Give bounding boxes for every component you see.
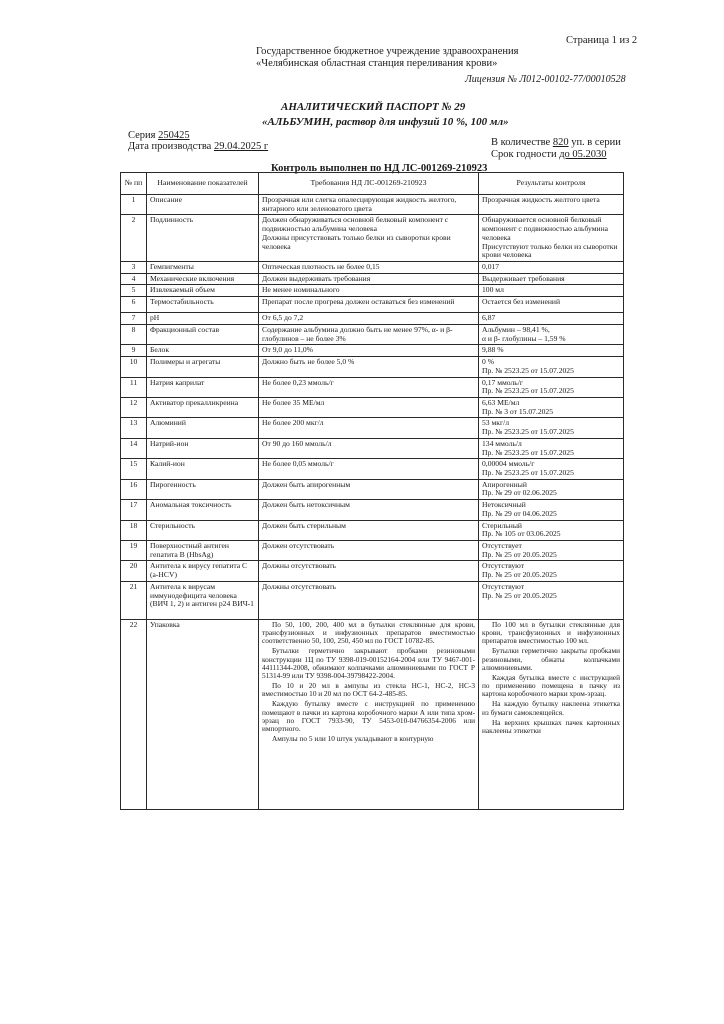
row-name: Натрий-ион xyxy=(147,438,259,458)
row-num: 5 xyxy=(121,285,147,297)
license-number: Лицензия № Л012-00102-77/00010528 xyxy=(465,74,626,85)
table-row xyxy=(121,500,624,520)
table-row xyxy=(121,262,624,274)
row-requirement: Должен отсутствовать xyxy=(259,541,479,561)
table-row xyxy=(121,520,624,540)
row-result: Обнаруживается основной белковый компонент с подвижностью альбумина человека Присутствуют только белки из сыворотки крови человека xyxy=(479,215,624,262)
quantity-unit: уп. в серии xyxy=(571,137,621,148)
packaging-paragraph: Бутылки герметично закрыты пробками резиновыми, обжаты колпачками алюминиевыми. xyxy=(482,646,620,672)
packaging-paragraph: По 10 и 20 мл в ампулы из стекла НС-1, НС-2, НС-3 вместимостью 10 и 20 мл по ОСТ 64-2-485-85. xyxy=(262,681,475,699)
packaging-requirements xyxy=(259,619,479,809)
header-results: Результаты контроля xyxy=(479,173,624,195)
row-requirement: От 90 до 160 ммоль/л xyxy=(259,438,479,458)
row-result: 100 мл xyxy=(479,285,624,297)
row-result: 6,63 МЕ/мл Пр. № 3 от 15.07.2025 xyxy=(479,397,624,417)
row-requirement: Не более 200 мкг/л xyxy=(259,418,479,438)
packaging-paragraph: По 50, 100, 200, 400 мл в бутылки стеклянные для крови, трансфузионных и инфузионных препаратов вместимостью соответственно 50, 100, 250, 450 мл по ГОСТ 10782-85. xyxy=(262,619,475,646)
production-date-label: Дата производства xyxy=(128,141,212,152)
org-name-line1: Государственное бюджетное учреждение здравоохранения xyxy=(256,46,519,57)
row-name: Активатор прекалликреина xyxy=(147,397,259,417)
table-row xyxy=(121,297,624,313)
row-name: Фракционный состав xyxy=(147,324,259,344)
row-num: 22 xyxy=(121,619,147,809)
row-name: Белок xyxy=(147,345,259,357)
production-date-line xyxy=(128,141,268,152)
row-result: 0 % Пр. № 2523.25 от 15.07.2025 xyxy=(479,357,624,377)
row-result: Стерильный Пр. № 105 от 03.06.2025 xyxy=(479,520,624,540)
row-result: 0,00004 ммоль/г Пр. № 2523.25 от 15.07.2025 xyxy=(479,459,624,479)
row-num: 9 xyxy=(121,345,147,357)
row-result: 0,17 ммоль/г Пр. № 2523.25 от 15.07.2025 xyxy=(479,377,624,397)
row-requirement: Должен выдерживать требования xyxy=(259,273,479,285)
row-name: Калий-ион xyxy=(147,459,259,479)
row-result: Нетоксичный Пр. № 29 от 04.06.2025 xyxy=(479,500,624,520)
row-requirement: Содержание альбумина должно быть не менее 97%, α- и β-глобулинов – не более 3% xyxy=(259,324,479,344)
row-result: 9,88 % xyxy=(479,345,624,357)
table-row-packaging xyxy=(121,619,624,809)
row-name: Термостабильность xyxy=(147,297,259,313)
row-num: 15 xyxy=(121,459,147,479)
row-result: 134 ммоль/л Пр. № 2523.25 от 15.07.2025 xyxy=(479,438,624,458)
table-row xyxy=(121,215,624,262)
row-result: Остается без изменений xyxy=(479,297,624,313)
row-num: 17 xyxy=(121,500,147,520)
row-num: 12 xyxy=(121,397,147,417)
row-num: 14 xyxy=(121,438,147,458)
row-name: Полимеры и агрегаты xyxy=(147,357,259,377)
row-num: 1 xyxy=(121,195,147,215)
table-row xyxy=(121,581,624,619)
document-title: АНАЛИТИЧЕСКИЙ ПАСПОРТ № 29 xyxy=(281,101,466,113)
row-requirement: Должно быть не более 5,0 % xyxy=(259,357,479,377)
row-name: Натрия каприлат xyxy=(147,377,259,397)
document-subtitle: «АЛЬБУМИН, раствор для инфузий 10 %, 100 мл» xyxy=(262,116,509,128)
row-num: 11 xyxy=(121,377,147,397)
row-requirement: Препарат после прогрева должен оставаться без изменений xyxy=(259,297,479,313)
row-num: 3 xyxy=(121,262,147,274)
row-result: Альбумин – 98,41 %, α и β- глобулины – 1,59 % xyxy=(479,324,624,344)
table-row xyxy=(121,418,624,438)
row-result: Отсутствуют Пр. № 25 от 20.05.2025 xyxy=(479,581,624,619)
row-name: рН xyxy=(147,313,259,325)
table-body xyxy=(121,195,624,620)
control-line: Контроль выполнен по НД ЛС-001269-210923 xyxy=(271,163,488,174)
row-name: Антитела к вирусу гепатита С (a-HCV) xyxy=(147,561,259,581)
row-name: Подлинность xyxy=(147,215,259,262)
row-result: Прозрачная жидкость желтого цвета xyxy=(479,195,624,215)
table-row xyxy=(121,195,624,215)
header-num: № пп xyxy=(121,173,147,195)
series-label: Серия xyxy=(128,130,156,141)
row-requirement: Должен быть апирогенным xyxy=(259,479,479,499)
table-row xyxy=(121,345,624,357)
row-requirement: Не более 0,23 ммоль/г xyxy=(259,377,479,397)
table-row xyxy=(121,313,624,325)
row-requirement: От 6,5 до 7,2 xyxy=(259,313,479,325)
table-row xyxy=(121,324,624,344)
row-result: 53 мкг/л Пр. № 2523.25 от 15.07.2025 xyxy=(479,418,624,438)
production-date-value: 29.04.2025 г xyxy=(213,141,269,152)
row-requirement: Должен быть нетоксичным xyxy=(259,500,479,520)
row-name: Извлекаемый объем xyxy=(147,285,259,297)
table-row xyxy=(121,377,624,397)
org-name-line2: «Челябинская областная станция переливания крови» xyxy=(256,58,498,69)
expiry-label: Срок годности xyxy=(491,149,557,160)
expiry-line xyxy=(491,149,607,160)
row-name: Пирогенность xyxy=(147,479,259,499)
row-num: 18 xyxy=(121,520,147,540)
row-name: Гемпигменты xyxy=(147,262,259,274)
header-name: Наименование показателей xyxy=(147,173,259,195)
row-requirement: Не более 0,05 ммоль/г xyxy=(259,459,479,479)
analysis-table xyxy=(120,172,624,810)
row-requirement: Оптическая плотность не более 0,15 xyxy=(259,262,479,274)
row-num: 16 xyxy=(121,479,147,499)
header-requirements: Требования НД ЛС-001269-210923 xyxy=(259,173,479,195)
row-name: Поверхностный антиген гепатита В (HbsAg) xyxy=(147,541,259,561)
row-name: Аномальная токсичность xyxy=(147,500,259,520)
page-number: Страница 1 из 2 xyxy=(566,35,638,46)
table-row xyxy=(121,459,624,479)
row-name: Описание xyxy=(147,195,259,215)
table-row xyxy=(121,397,624,417)
packaging-paragraph: Бутылки герметично закрывают пробками резиновыми конструкции 1Ц по ТУ 9398-019-00152164-2004 или ТУ 9467-001-44111344-2008, обжимают колпачками алюминиевыми по ГОСТ Р 51314-99 или ТУ 9398-004-39798422-2004. xyxy=(262,646,475,680)
row-num: 20 xyxy=(121,561,147,581)
row-requirement: Прозрачная или слегка опалесцирующая жидкость желтого, янтарного или зеленоватого цвета xyxy=(259,195,479,215)
row-num: 8 xyxy=(121,324,147,344)
row-num: 10 xyxy=(121,357,147,377)
row-num: 6 xyxy=(121,297,147,313)
row-name: Антитела к вирусам иммунодефицита человека (ВИЧ 1, 2) и антиген р24 ВИЧ-1 xyxy=(147,581,259,619)
row-result: Выдерживает требования xyxy=(479,273,624,285)
table-header-row xyxy=(121,173,624,195)
row-name: Механические включения xyxy=(147,273,259,285)
row-num: 13 xyxy=(121,418,147,438)
packaging-paragraph: Каждую бутылку вместе с инструкцией по применению помещают в пачки из картона коробочного марки А или типа хром-эрзац по ГОСТ 7933-90, ТУ 5453-010-04766354-2006 или импортного. xyxy=(262,699,475,733)
quantity-label: В количестве xyxy=(491,137,551,148)
row-result: Отсутствуют Пр. № 25 от 20.05.2025 xyxy=(479,561,624,581)
row-num: 2 xyxy=(121,215,147,262)
row-result: Отсутствует Пр. № 25 от 20.05.2025 xyxy=(479,541,624,561)
series-value: 250425 xyxy=(158,130,190,141)
table-row xyxy=(121,541,624,561)
packaging-results xyxy=(479,619,624,809)
table-row xyxy=(121,479,624,499)
row-result: 0,017 xyxy=(479,262,624,274)
table-row xyxy=(121,273,624,285)
row-requirement: Должен быть стерильным xyxy=(259,520,479,540)
table-row xyxy=(121,561,624,581)
packaging-paragraph: На каждую бутылку наклеена этикетка из бумаги самоклеящейся. xyxy=(482,699,620,717)
row-name: Алюминий xyxy=(147,418,259,438)
row-result: 6,87 xyxy=(479,313,624,325)
row-name: Упаковка xyxy=(147,619,259,809)
row-name: Стерильность xyxy=(147,520,259,540)
row-result: Апирогенный Пр. № 29 от 02.06.2025 xyxy=(479,479,624,499)
row-requirement: Не менее номинального xyxy=(259,285,479,297)
row-requirement: Не более 35 МЕ/мл xyxy=(259,397,479,417)
table-row xyxy=(121,357,624,377)
row-requirement: От 9,0 до 11,0% xyxy=(259,345,479,357)
row-requirement: Должны отсутствовать xyxy=(259,561,479,581)
row-num: 19 xyxy=(121,541,147,561)
row-num: 7 xyxy=(121,313,147,325)
quantity-value: 820 xyxy=(552,137,569,148)
packaging-paragraph: Ампулы по 5 или 10 штук укладывают в контурную xyxy=(272,734,434,744)
row-requirement: Должны отсутствовать xyxy=(259,581,479,619)
row-num: 4 xyxy=(121,273,147,285)
packaging-paragraph: Каждая бутылка вместе с инструкцией по применению помещена в пачку из картона коробочного марки хром-эрзац. xyxy=(482,672,620,699)
table-row xyxy=(121,285,624,297)
expiry-value: до 05.2030 xyxy=(559,149,607,160)
quantity-line xyxy=(491,137,621,148)
packaging-paragraph: По 100 мл в бутылки стеклянные для крови, трансфузионных и инфузионных препаратов вместимостью 100 мл. xyxy=(482,619,620,646)
row-num: 21 xyxy=(121,581,147,619)
series-line xyxy=(128,130,190,141)
packaging-paragraph: На верхних крышках пачек картонных наклеены этикетки xyxy=(482,717,620,735)
row-requirement: Должен обнаруживаться основной белковый компонент с подвижностью альбумина человека Должны присутствовать только белки из сыворотки крови человека xyxy=(259,215,479,262)
table-row xyxy=(121,438,624,458)
